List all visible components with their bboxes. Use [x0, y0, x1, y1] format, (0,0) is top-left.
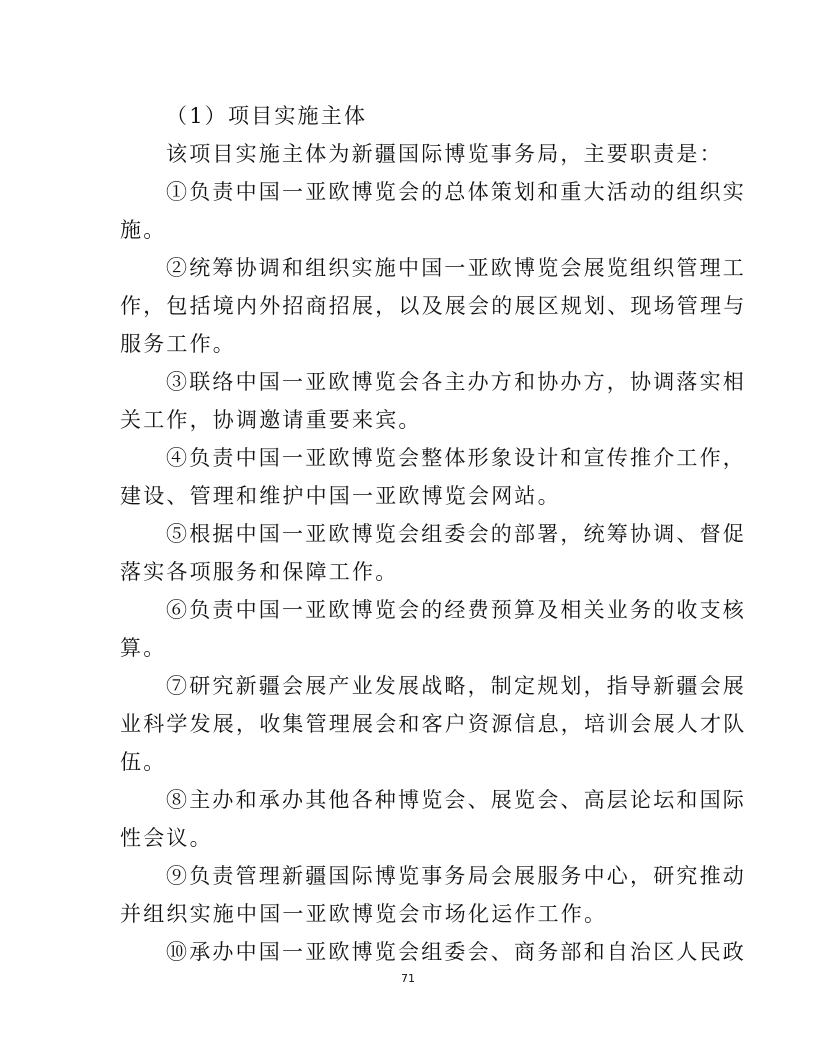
paragraph-line: ⑧主办和承办其他各种博览会、展览会、高层论坛和国际: [166, 788, 746, 812]
paragraph-line: ⑩承办中国一亚欧博览会组委会、商务部和自治区人民政: [166, 940, 746, 964]
duty-item-1: [120, 173, 746, 249]
paragraph-line: ⑨负责管理新疆国际博览事务局会展服务中心，研究推动: [166, 864, 746, 888]
paragraph-line: 作，包括境内外招商招展，以及展会的展区规划、现场管理与: [120, 294, 747, 318]
paragraph-line: 服务工作。: [120, 332, 236, 356]
paragraph-line: ⑤根据中国一亚欧博览会组委会的部署，统筹协调、督促: [166, 522, 746, 546]
duty-item-4: [120, 439, 746, 515]
paragraph-line: 关工作，协调邀请重要来宾。: [120, 408, 422, 432]
intro-paragraph: 该项目实施主体为新疆国际博览事务局，主要职责是：: [166, 142, 723, 166]
paragraph-line: 施。: [120, 218, 167, 242]
paragraph-line: 业科学发展，收集管理展会和客户资源信息，培训会展人才队: [120, 712, 747, 736]
duty-item-3: [120, 363, 746, 439]
paragraph-line: ④负责中国一亚欧博览会整体形象设计和宣传推介工作，: [166, 446, 746, 470]
paragraph-line: 性会议。: [120, 826, 213, 850]
paragraph-line: 伍。: [120, 750, 167, 774]
paragraph-line: ⑥负责中国一亚欧博览会的经费预算及相关业务的收支核: [166, 598, 746, 622]
duty-item-6: [120, 591, 746, 667]
paragraph-line: ③联络中国一亚欧博览会各主办方和协办方，协调落实相: [166, 370, 746, 394]
page-number: 71: [401, 972, 415, 985]
paragraph-line: ⑦研究新疆会展产业发展战略，制定规划，指导新疆会展: [166, 674, 746, 698]
duty-item-2: [120, 249, 747, 363]
section-heading: （1）项目实施主体: [166, 104, 368, 128]
duty-item-10: [120, 933, 746, 971]
duty-item-7: [120, 667, 747, 781]
document-body: [120, 97, 747, 971]
paragraph-line: 并组织实施中国一亚欧博览会市场化运作工作。: [120, 902, 608, 926]
paragraph-line: 算。: [120, 636, 167, 660]
paragraph-line: ②统筹协调和组织实施中国一亚欧博览会展览组织管理工: [166, 256, 746, 280]
duty-item-9: [120, 857, 746, 933]
duty-item-8: [120, 781, 746, 857]
paragraph-line: ①负责中国一亚欧博览会的总体策划和重大活动的组织实: [166, 180, 746, 204]
duty-item-5: [120, 515, 746, 591]
paragraph-line: 落实各项服务和保障工作。: [120, 560, 399, 584]
paragraph-line: 建设、管理和维护中国一亚欧博览会网站。: [120, 484, 561, 508]
